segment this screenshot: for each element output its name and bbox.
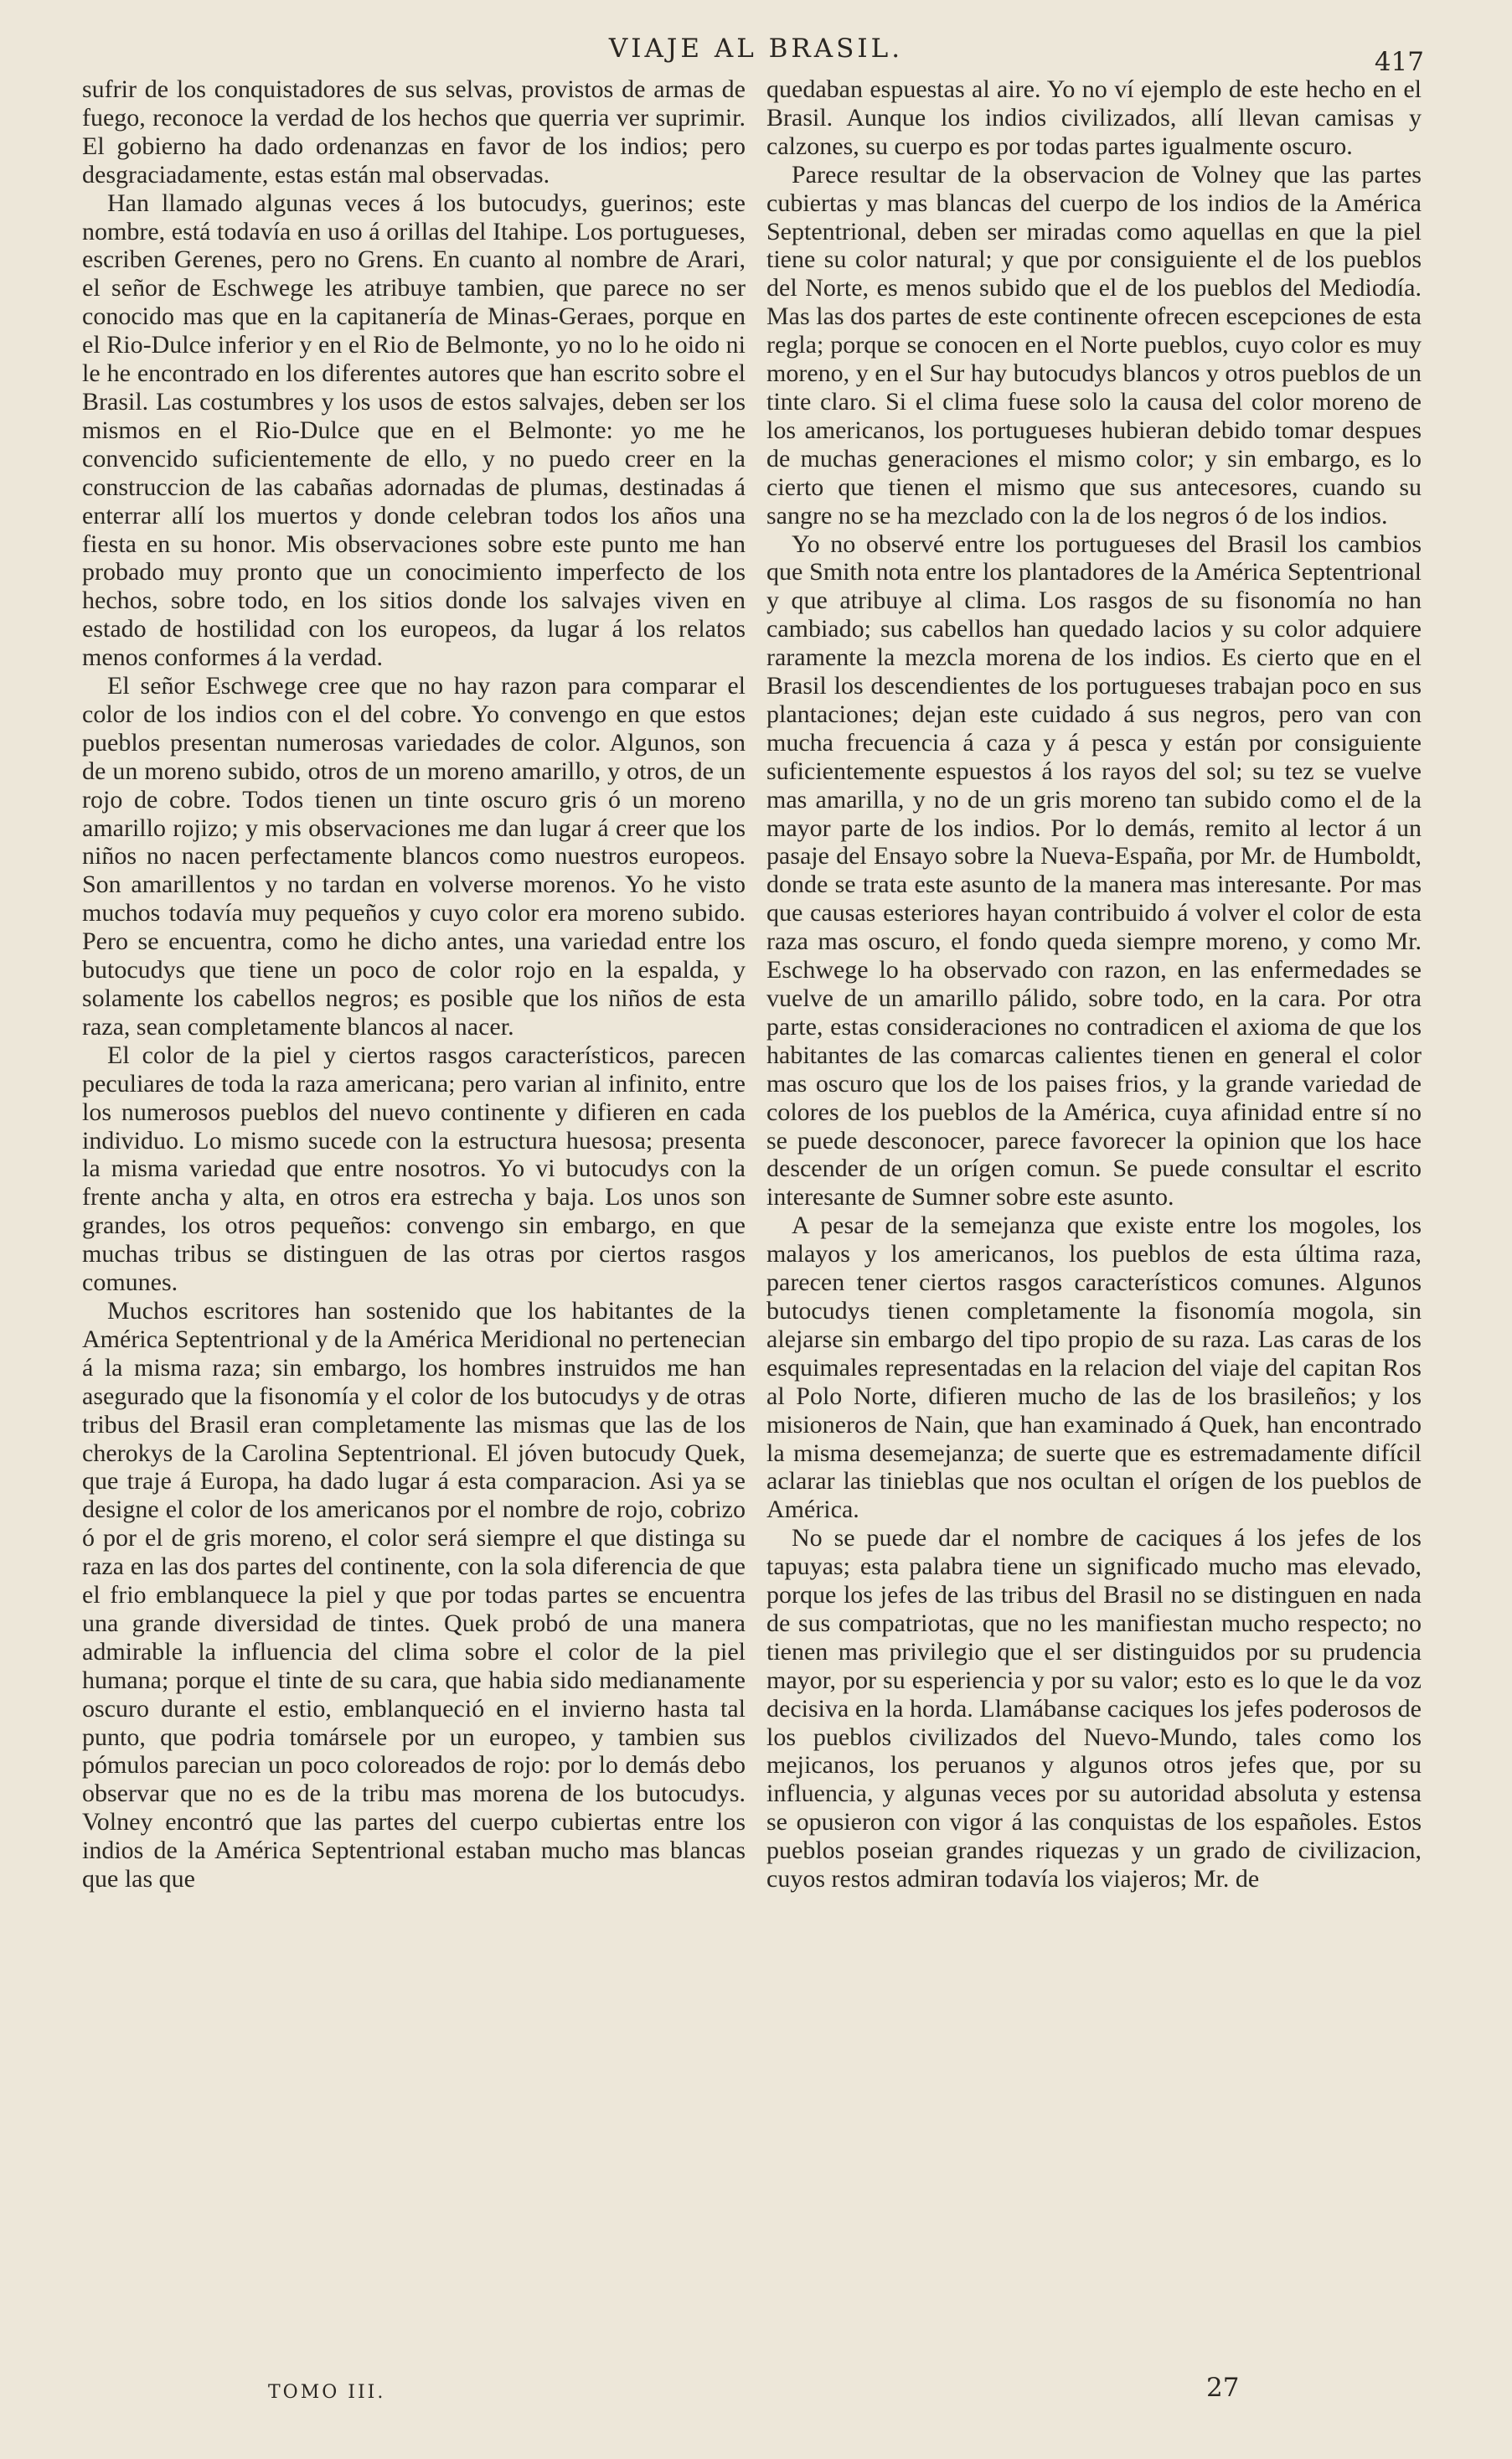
paragraph: El color de la piel y ciertos rasgos característicos, parecen peculiares de toda la raza americana; pero varian al infinito, entre los numerosos pueblos del nuevo continente y difieren en cada individuo. Lo mismo sucede con la estructura huesosa; presenta la misma variedad que entre nosotros. Yo vi butocudys con la frente ancha y alta, en otros era estrecha y baja. Los unos son grandes, los otros pequeños: convengo sin embargo, en que muchas tribus se distinguen de las otras por ciertos rasgos comunes. (82, 1041, 746, 1297)
paragraph: Yo no observé entre los portugueses del Brasil los cambios que Smith nota entre los plantadores de la América Septentrional y que atribuye al clima. Los rasgos de su fisonomía no han cambiado; sus cabellos han quedado lacios y su color adquiere raramente la mezcla morena de los indios. Es cierto que en el Brasil los descendientes de los portugueses trabajan poco en sus plantaciones; dejan este cuidado á sus negros, pero van con mucha frecuencia á caza y á pesca y están por consiguiente suficientemente espuestos á los rayos del sol; su tez se vuelve mas amarilla, y no de un gris moreno tan subido como el de la mayor parte de los indios. Por lo demás, remito al lector á un pasaje del Ensayo sobre la Nueva-España, por Mr. de Humboldt, donde se trata este asunto de la manera mas interesante. Por mas que causas esteriores hayan contribuido á volver el color de esta raza mas oscuro, el fondo queda siempre moreno, y como Mr. Eschwege lo ha observado con razon, en las enfermedades se vuelve de un amarillo pálido, sobre todo, en la cara. Por otra parte, estas consideraciones no contradicen el axioma de que los habitantes de las comarcas calientes tienen en general el color mas oscuro que los de los paises frios, y la grande variedad de colores de los pueblos de la América, cuya afinidad entre sí no se puede desconocer, parece favorecer la opinion que los hace descender de un orígen comun. Se puede consultar el escrito interesante de Sumner sobre este asunto. (766, 530, 1422, 1211)
paragraph: quedaban espuestas al aire. Yo no ví ejemplo de este hecho en el Brasil. Aunque los indios civilizados, allí llevan camisas y calzones, su cuerpo es por todas partes igualmente oscuro. (766, 75, 1422, 160)
signature-mark: 27 (1206, 2373, 1240, 2403)
page-number: 417 (1374, 47, 1424, 77)
running-title: VIAJE AL BRASIL. (608, 34, 904, 64)
paragraph: A pesar de la semejanza que existe entre los mogoles, los malayos y los americanos, los pueblos de esta última raza, parecen tener ciertos rasgos característicos comunes. Algunos butocudys tienen completamente la fisonomía mogola, sin alejarse sin embargo del tipo propio de su raza. Las caras de los esquimales representadas en la relacion del viaje del capitan Ros al Polo Norte, difieren mucho de las de los brasileños; y los misioneros de Nain, que han examinado á Quek, han encontrado la misma desemejanza; de suerte que es estremadamente difícil aclarar las tinieblas que nos ocultan el orígen de los pueblos de América. (766, 1211, 1422, 1524)
paragraph: sufrir de los conquistadores de sus selvas, provistos de armas de fuego, reconoce la verdad de los hechos que querria ver suprimir. El gobierno ha dado ordenanzas en favor de los indios; pero desgraciadamente, estas están mal observadas. (82, 75, 746, 189)
right-column (766, 75, 1422, 1893)
paragraph: No se puede dar el nombre de caciques á los jefes de los tapuyas; esta palabra tiene un significado mucho mas elevado, porque los jefes de las tribus del Brasil no se distinguen en nada de sus compatriotas, que no les manifiestan mucho respecto; no tienen mas privilegio que el ser distinguidos por su prudencia mayor, por su esperiencia y por su valor; esto es lo que le da voz decisiva en la horda. Llamábanse caciques los jefes poderosos de los pueblos civilizados del Nuevo-Mundo, tales como los mejicanos, los peruanos y algunos otros jefes que, por su influencia, y algunas veces por su autoridad absoluta y estensa se opusieron con vigor á las conquistas de los españoles. Estos pueblos poseian grandes riquezas y un grado de civilizacion, cuyos restos admiran todavía los viajeros; Mr. de (766, 1524, 1422, 1893)
paragraph: Parece resultar de la observacion de Volney que las partes cubiertas y mas blancas del cuerpo de los indios de la América Septentrional, deben ser miradas como aquellas en que la piel tiene su color natural; y que por consiguiente el de los pueblos del Norte, es menos subido que el de los pueblos del Mediodía. Mas las dos partes de este continente ofrecen escepciones de esta regla; porque se conocen en el Norte pueblos, cuyo color es muy moreno, y en el Sur hay butocudys blancos y otros pueblos de un tinte claro. Si el clima fuese solo la causa del color moreno de los americanos, los portugueses hubieran debido tomar despues de muchas generaciones el mismo color; y sin embargo, es lo cierto que tienen el mismo que sus antecesores, cuando su sangre no se ha mezclado con la de los negros ó de los indios. (766, 160, 1422, 530)
left-column (82, 75, 746, 1893)
paragraph: Han llamado algunas veces á los butocudys, guerinos; este nombre, está todavía en uso á orillas del Itahipe. Los portugueses, escriben Gerenes, pero no Grens. En cuanto al nombre de Arari, el señor de Eschwege les atribuye tambien, que parece no ser conocido mas que en la capitanería de Minas-Geraes, porque en el Rio-Dulce inferior y en el Rio de Belmonte, yo no lo he oido ni le he encontrado en los diferentes autores que han escrito sobre el Brasil. Las costumbres y los usos de estos salvajes, deben ser los mismos en el Rio-Dulce que en el Belmonte: yo me he convencido suficientemente de ello, y no puedo creer en la construccion de las cabañas adornadas de plumas, destinadas á enterrar allí los muertos y donde celebran todos los años una fiesta en su honor. Mis observaciones sobre este punto me han probado muy pronto que un conocimiento imperfecto de los hechos, sobre todo, en los sitios donde los salvajes viven en estado de hostilidad con los europeos, da lugar á los relatos menos conformes á la verdad. (82, 189, 746, 672)
volume-label: TOMO III. (268, 2382, 386, 2403)
paragraph: El señor Eschwege cree que no hay razon para comparar el color de los indios con el del cobre. Yo convengo en que estos pueblos presentan numerosas variedades de color. Algunos, son de un moreno subido, otros de un moreno amarillo, y otros, de un rojo de cobre. Todos tienen un tinte oscuro gris ó un moreno amarillo rojizo; y mis observaciones me dan lugar á creer que los niños no nacen perfectamente blancos como nuestros europeos. Son amarillentos y no tardan en volverse morenos. Yo he visto muchos todavía muy pequeños y cuyo color era moreno subido. Pero se encuentra, como he dicho antes, una variedad entre los butocudys que tiene un poco de color rojo en la espalda, y solamente los cabellos negros; es posible que los niños de esta raza, sean completamente blancos al nacer. (82, 672, 746, 1041)
paragraph: Muchos escritores han sostenido que los habitantes de la América Septentrional y de la América Meridional no pertenecian á la misma raza; sin embargo, los hombres instruidos me han asegurado que la fisonomía y el color de los butocudys y de otras tribus del Brasil eran completamente las mismas que las de los cherokys de la Carolina Septentrional. El jóven butocudy Quek, que traje á Europa, ha dado lugar á esta comparacion. Asi ya se designe el color de los americanos por el nombre de rojo, cobrizo ó por el de gris moreno, el color será siempre el que distinga su raza en las dos partes del continente, con la sola diferencia de que el frio emblanquece la piel y que por todas partes se encuentra una grande diversidad de tintes. Quek probó de una manera admirable la influencia del clima sobre el color de la piel humana; porque el tinte de su cara, que habia sido medianamente oscuro durante el estio, emblanqueció en el invierno hasta tal punto, que podria tomársele por un europeo, y tambien sus pómulos parecian un poco coloreados de rojo: por lo demás debo observar que no es de la tribu mas morena de los butocudys. Volney encontró que las partes del cuerpo cubiertas entre los indios de la América Septentrional estaban mucho mas blancas que las que (82, 1296, 746, 1893)
